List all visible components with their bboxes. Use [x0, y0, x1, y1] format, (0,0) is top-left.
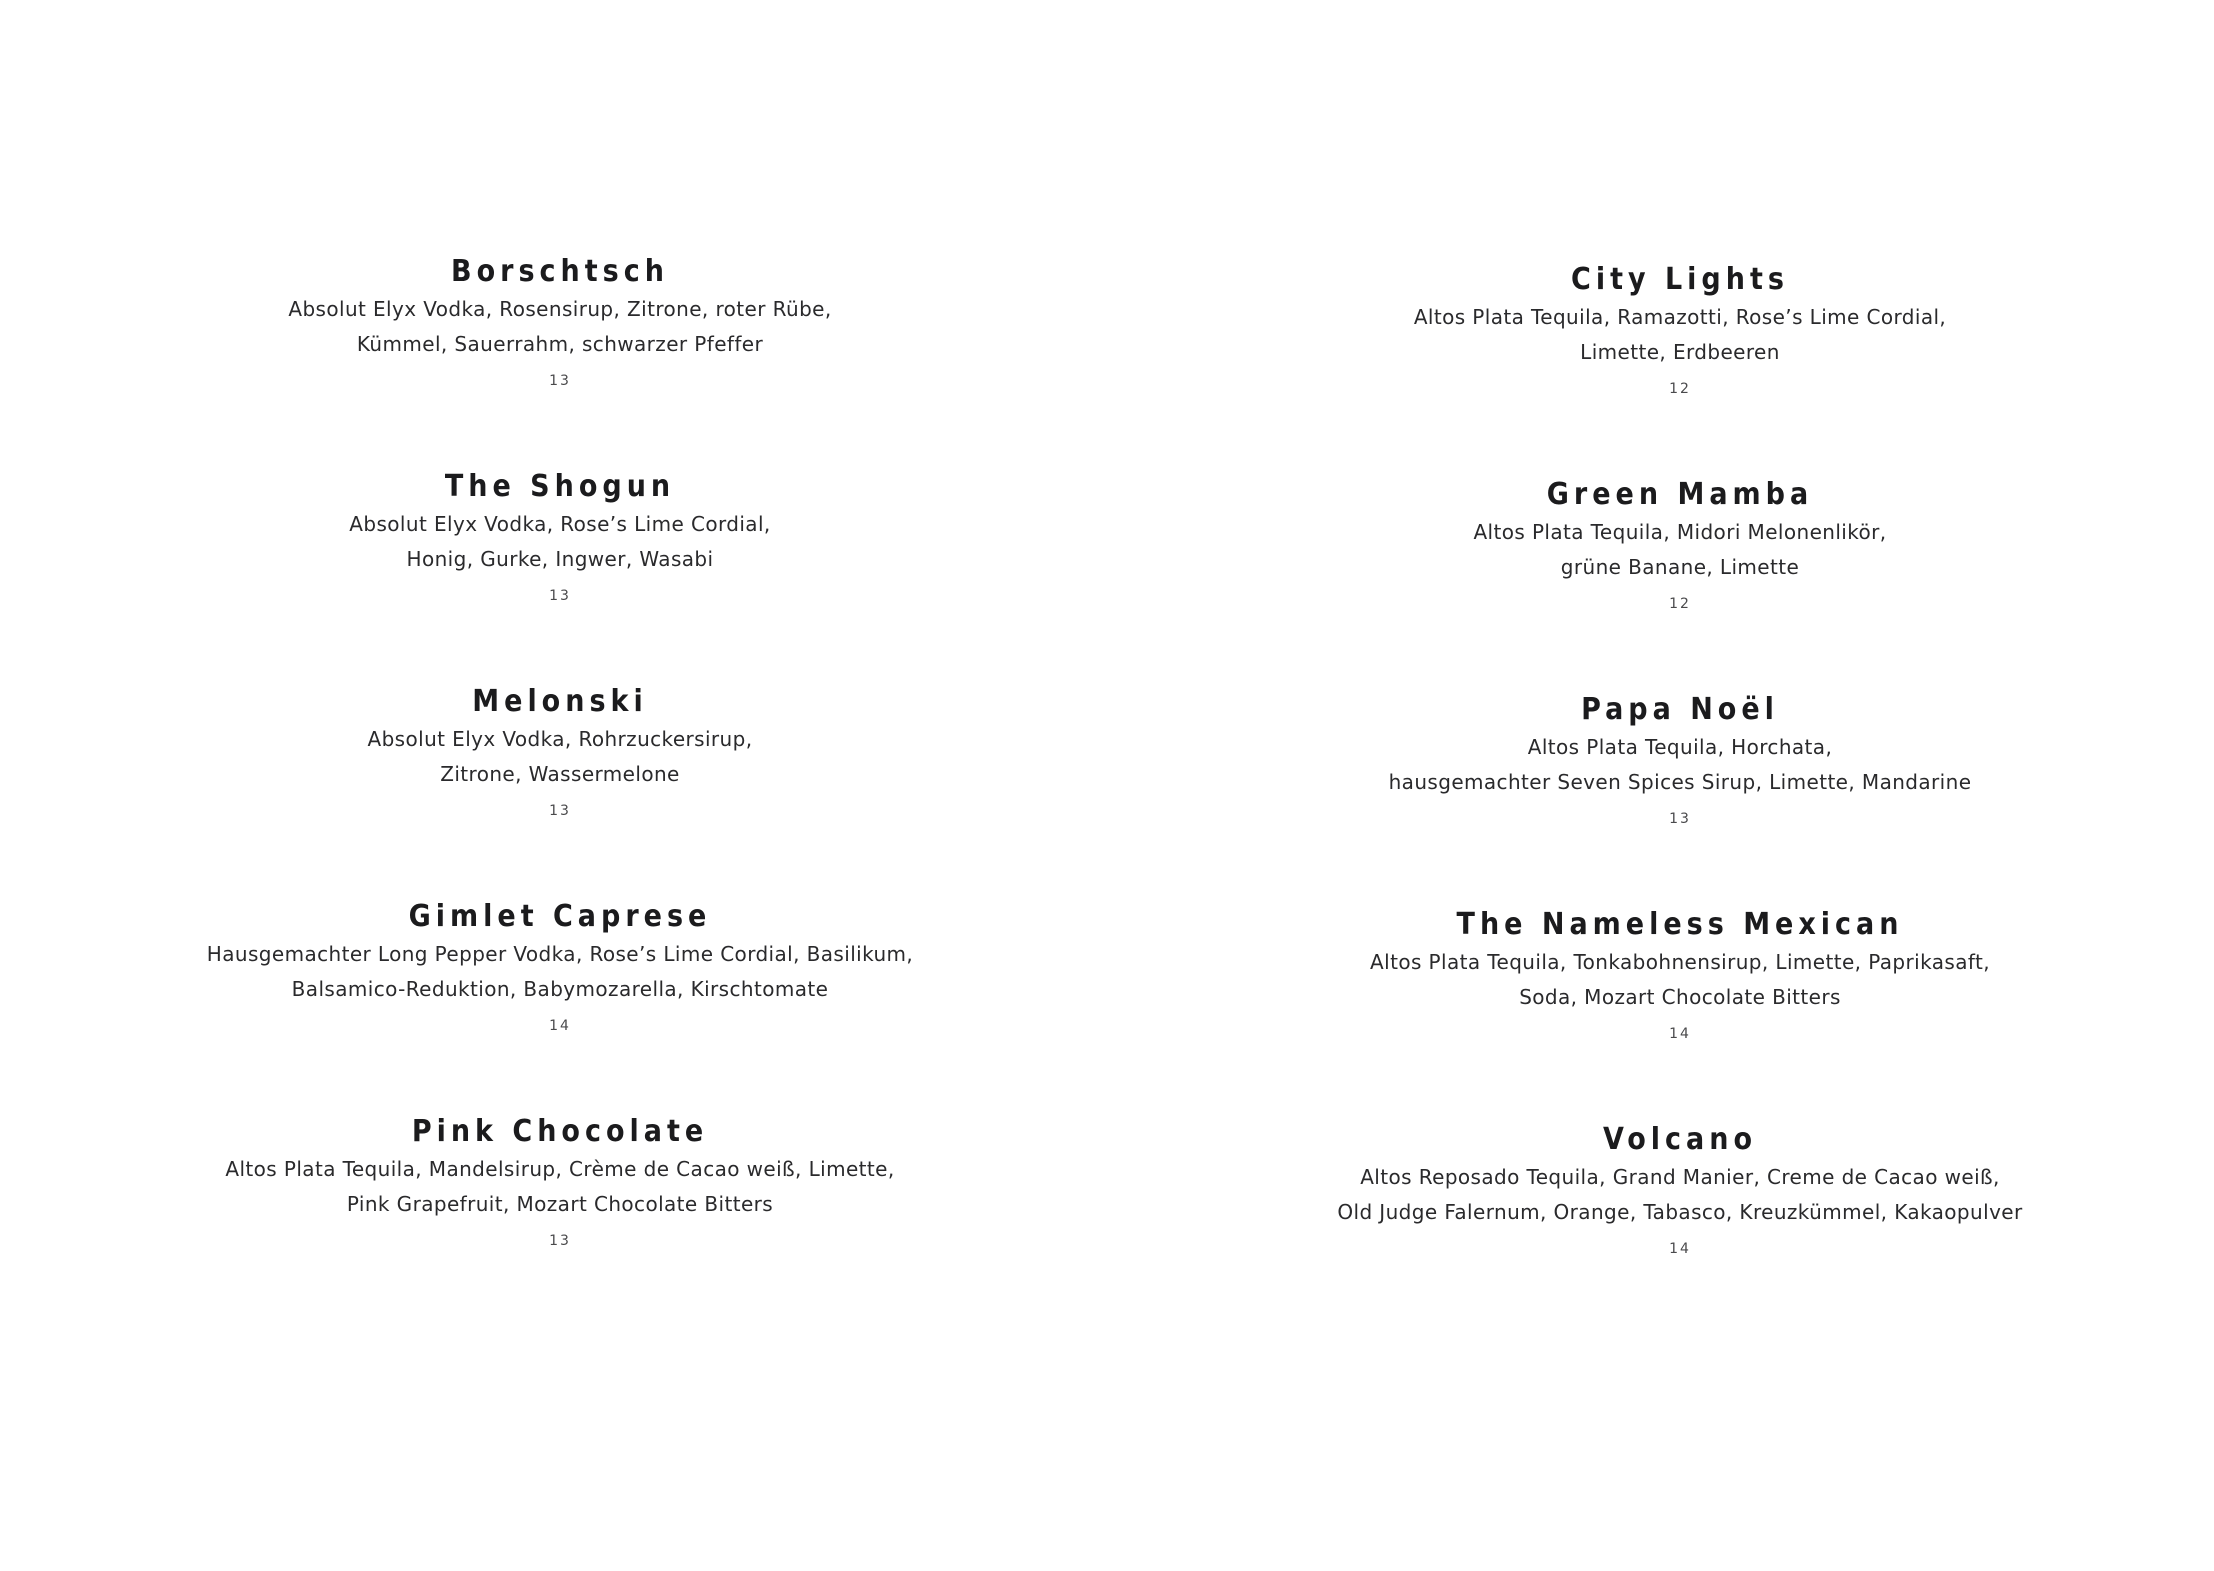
drink-ingredients-line-1: Absolut Elyx Vodka, Rose’s Lime Cordial,: [349, 512, 771, 536]
drink-name: Green Mamba: [1546, 477, 1814, 512]
menu-item-city-lights: [1180, 260, 2180, 399]
drink-price: 14: [1669, 1241, 1691, 1257]
menu-item-gimlet-caprese: [60, 897, 1060, 1036]
drink-ingredients-line-1: Altos Plata Tequila, Tonkabohnensirup, Limette, Paprikasaft,: [1370, 950, 1990, 974]
menu-item-borschtsch: [60, 252, 1060, 391]
menu-item-green-mamba: [1180, 475, 2180, 614]
drink-ingredients-line-2: hausgemachter Seven Spices Sirup, Limette, Mandarine: [1388, 770, 1972, 794]
drink-price: 13: [549, 588, 571, 604]
drink-ingredients-line-1: Absolut Elyx Vodka, Rohrzuckersirup,: [367, 727, 753, 751]
menu-item-volcano: [1180, 1120, 2180, 1259]
drink-price: 13: [549, 803, 571, 819]
drink-ingredients-line-2: Honig, Gurke, Ingwer, Wasabi: [406, 547, 714, 571]
drink-ingredients-line-2: Limette, Erdbeeren: [1580, 340, 1780, 364]
drink-ingredients-line-2: Zitrone, Wassermelone: [440, 762, 680, 786]
drink-name: Papa Noël: [1581, 692, 1779, 727]
drink-ingredients-line-1: Altos Plata Tequila, Midori Melonenlikör,: [1473, 520, 1887, 544]
drink-ingredients-line-1: Altos Reposado Tequila, Grand Manier, Creme de Cacao weiß,: [1360, 1165, 2000, 1189]
drink-ingredients-line-2: grüne Banane, Limette: [1560, 555, 1800, 579]
drink-ingredients-line-2: Pink Grapefruit, Mozart Chocolate Bitters: [346, 1192, 774, 1216]
menu-item-melonski: [60, 682, 1060, 821]
drink-name: Volcano: [1602, 1122, 1757, 1157]
drink-name: The Nameless Mexican: [1456, 907, 1904, 942]
drink-price: 12: [1669, 596, 1691, 612]
drink-ingredients-line-1: Hausgemachter Long Pepper Vodka, Rose’s Lime Cordial, Basilikum,: [206, 942, 914, 966]
drink-ingredients-line-1: Altos Plata Tequila, Ramazotti, Rose’s Lime Cordial,: [1413, 305, 1947, 329]
menu-item-papa-noel: [1180, 690, 2180, 829]
drink-name: City Lights: [1571, 262, 1789, 297]
drink-price: 12: [1669, 381, 1691, 397]
drink-price: 14: [549, 1018, 571, 1034]
drink-price: 14: [1669, 1026, 1691, 1042]
drink-ingredients-line-2: Soda, Mozart Chocolate Bitters: [1519, 985, 1841, 1009]
drink-name: The Shogun: [444, 469, 676, 504]
menu-item-the-nameless-mexican: [1180, 905, 2180, 1044]
drink-name: Gimlet Caprese: [408, 899, 712, 934]
menu-item-the-shogun: [60, 467, 1060, 606]
drink-price: 13: [549, 373, 571, 389]
drink-ingredients-line-1: Absolut Elyx Vodka, Rosensirup, Zitrone, roter Rübe,: [288, 297, 832, 321]
drink-price: 13: [549, 1233, 571, 1249]
drink-name: Pink Chocolate: [411, 1114, 709, 1149]
drink-ingredients-line-2: Balsamico-Reduktion, Babymozarella, Kirschtomate: [291, 977, 829, 1001]
drink-ingredients-line-1: Altos Plata Tequila, Horchata,: [1527, 735, 1833, 759]
drink-name: Borschtsch: [451, 254, 669, 289]
drink-ingredients-line-2: Kümmel, Sauerrahm, schwarzer Pfeffer: [356, 332, 764, 356]
drink-ingredients-line-2: Old Judge Falernum, Orange, Tabasco, Kreuzkümmel, Kakaopulver: [1337, 1200, 2023, 1224]
drink-price: 13: [1669, 811, 1691, 827]
drink-name: Melonski: [472, 684, 648, 719]
menu-item-pink-chocolate: [60, 1112, 1060, 1251]
drink-ingredients-line-1: Altos Plata Tequila, Mandelsirup, Crème de Cacao weiß, Limette,: [225, 1157, 895, 1181]
